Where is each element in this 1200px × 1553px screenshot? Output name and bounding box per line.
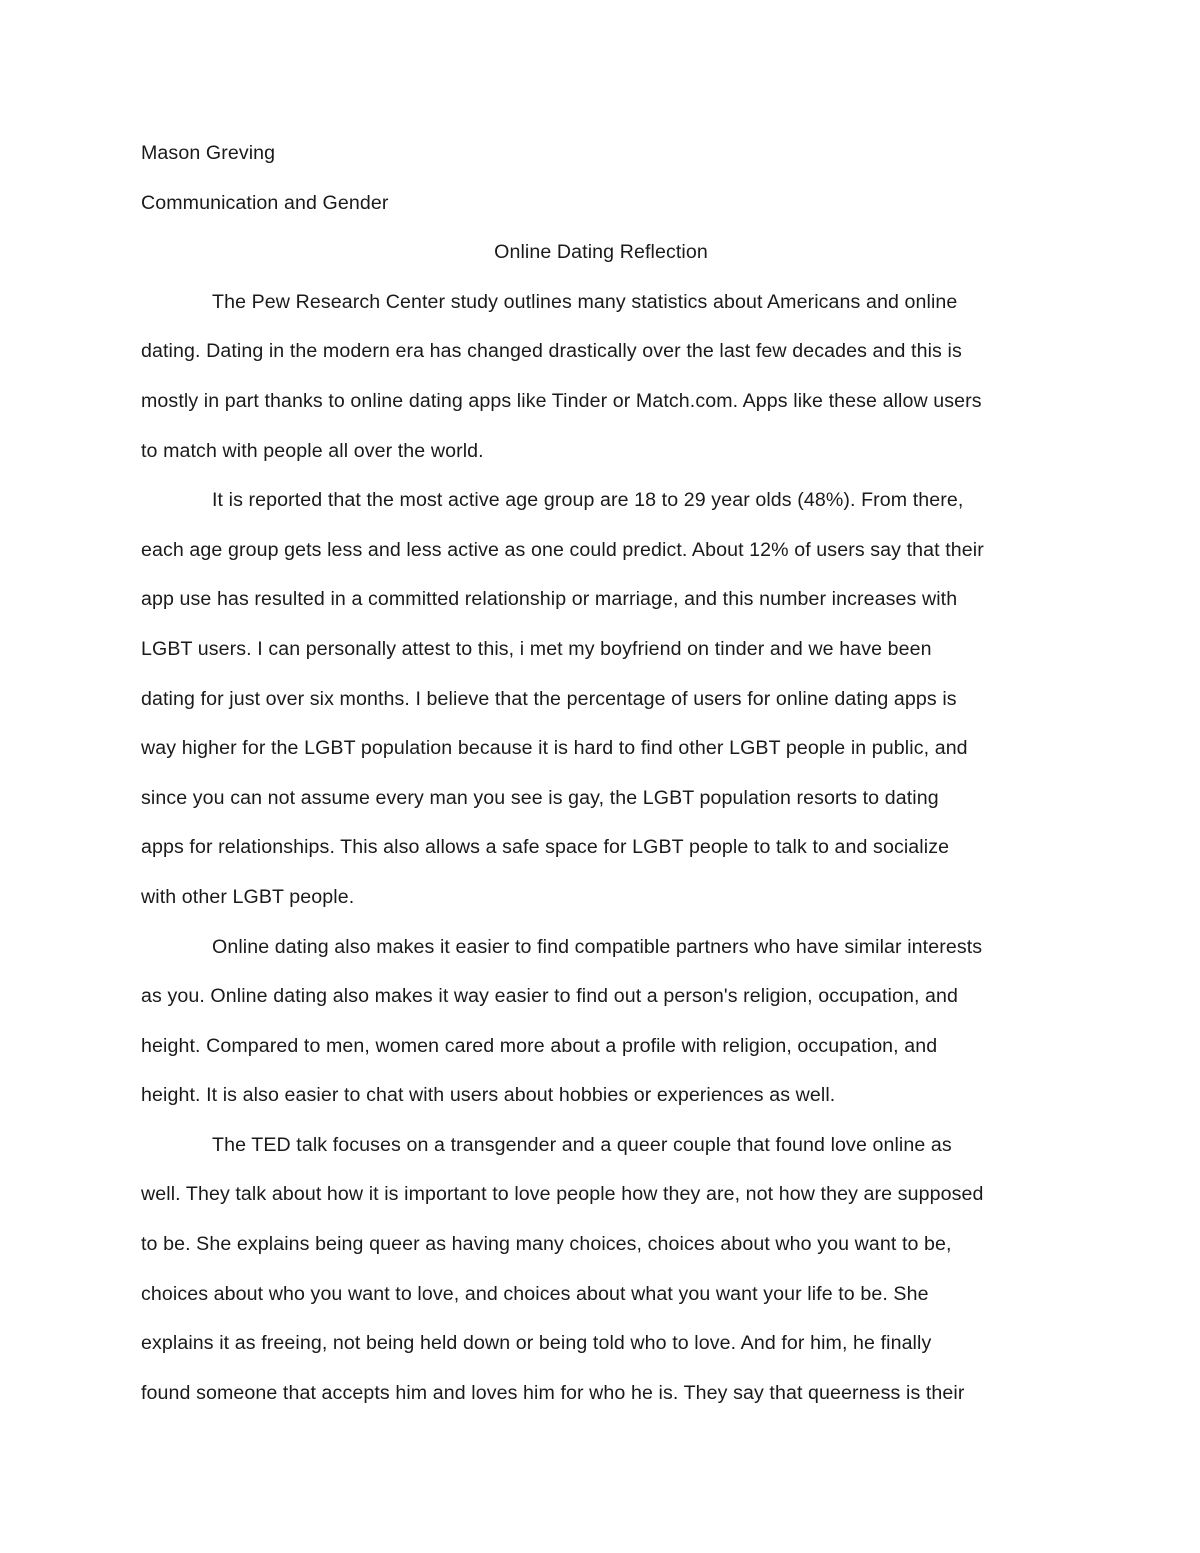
paragraph-line: since you can not assume every man you see is gay, the LGBT population resorts to dating	[141, 786, 939, 809]
paragraph-2	[141, 485, 1061, 931]
paragraph-line: each age group gets less and less active as one could predict. About 12% of users say that their	[141, 538, 984, 561]
paragraph-line: mostly in part thanks to online dating apps like Tinder or Match.com. Apps like these allow users	[141, 389, 982, 412]
document-title: Online Dating Reflection	[494, 241, 708, 264]
paragraph-1	[141, 287, 1061, 485]
paragraph-line: to be. She explains being queer as having many choices, choices about who you want to be,	[141, 1233, 952, 1256]
paragraph-line: well. They talk about how it is important to love people how they are, not how they are supposed	[141, 1183, 984, 1206]
paragraph-line: app use has resulted in a committed relationship or marriage, and this number increases with	[141, 588, 958, 611]
paragraph-line: apps for relationships. This also allows a safe space for LGBT people to talk to and socialize	[141, 836, 950, 859]
paragraph-line: height. Compared to men, women cared more about a profile with religion, occupation, and	[141, 1034, 938, 1057]
paragraph-line: as you. Online dating also makes it way easier to find out a person's religion, occupation, and	[141, 985, 959, 1008]
paragraph-line: LGBT users. I can personally attest to this, i met my boyfriend on tinder and we have been	[141, 637, 932, 660]
paragraph-line: The Pew Research Center study outlines many statistics about Americans and online	[212, 290, 958, 313]
paragraph-line: dating for just over six months. I believe that the percentage of users for online dating apps is	[141, 687, 957, 710]
paragraph-line: The TED talk focuses on a transgender and a queer couple that found love online as	[212, 1133, 952, 1156]
paragraph-3	[141, 932, 1061, 1130]
paragraph-line: It is reported that the most active age group are 18 to 29 year olds (48%). From there,	[212, 489, 964, 512]
paragraph-line: to match with people all over the world.	[141, 439, 484, 462]
paragraph-line: Online dating also makes it easier to find compatible partners who have similar interests	[212, 935, 983, 958]
paragraph-line: with other LGBT people.	[141, 885, 355, 908]
paragraph-4	[141, 1130, 1061, 1428]
document-page	[141, 138, 1061, 1427]
paragraph-line: choices about who you want to love, and choices about what you want your life to be. She	[141, 1282, 929, 1305]
paragraph-line: height. It is also easier to chat with users about hobbies or experiences as well.	[141, 1084, 836, 1107]
paragraph-line: way higher for the LGBT population because it is hard to find other LGBT people in public, and	[141, 737, 968, 760]
paragraph-line: explains it as freeing, not being held down or being told who to love. And for him, he finally	[141, 1332, 932, 1355]
course-name: Communication and Gender	[141, 191, 389, 214]
paragraph-line: dating. Dating in the modern era has changed drastically over the last few decades and this is	[141, 340, 962, 363]
author-name: Mason Greving	[141, 142, 276, 164]
paragraph-line: found someone that accepts him and loves him for who he is. They say that queerness is their	[141, 1381, 965, 1404]
